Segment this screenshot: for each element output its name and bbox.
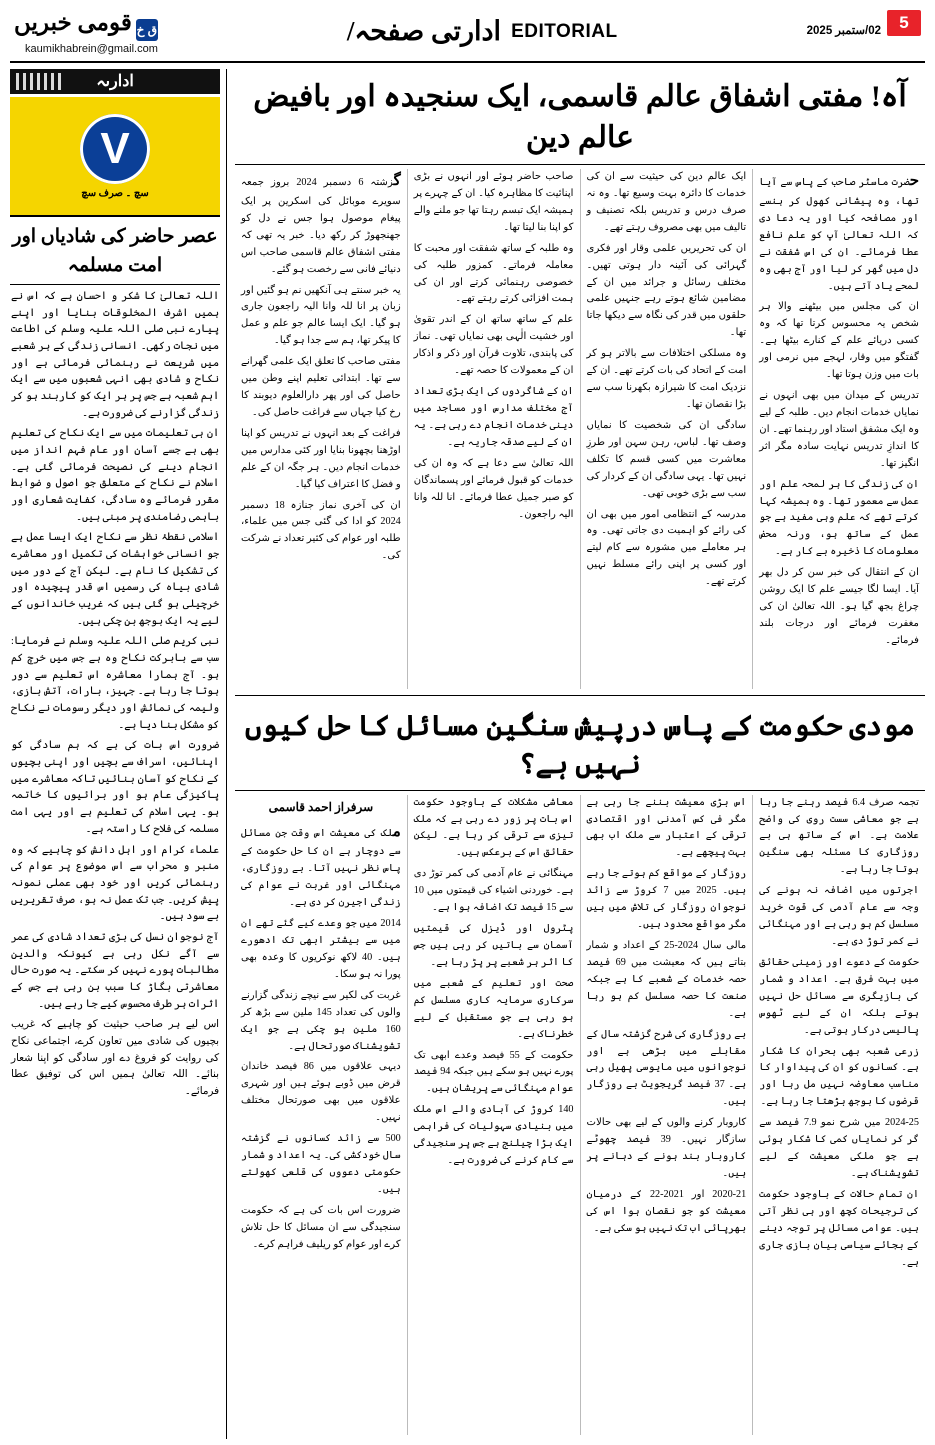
article-1-column-2 (580, 169, 753, 689)
paragraph: مدرسہ کے انتظامی امور میں بھی ان کی رائے کو اہمیت دی جاتی تھی۔ وہ ہر معاملے میں مشورہ سے کام لیتے اور کسی پر اپنی رائے مسلط نہیں کرتے تھے۔ (586, 508, 747, 588)
paragraph: کاروبار کرنے والوں کے لیے بھی حالات سازگار نہیں۔ 39 فیصد چھوٹے کاروبار بند ہونے کے دہانے پر ہیں۔ (586, 1117, 747, 1179)
paragraph: صحت اور تعلیم کے شعبے میں سرکاری سرمایہ کاری مسلسل کم ہو رہی ہے جو مستقبل کے لیے خطرناک ہے۔ (413, 977, 574, 1040)
editorial-title: عصر حاضر کی شادیاں اور امت مسلمہ (10, 217, 220, 285)
article-2-byline: سرفراز احمد قاسمی (268, 799, 374, 814)
paragraph: ملک کی معیشت اس وقت جن مسائل سے دوچار ہے ان کا حل حکومت کے پاس نظر نہیں آتا۔ بے روزگاری، مہنگائی اور غربت نے عوام کی زندگی اجیرن کر دی ہے۔ (241, 823, 401, 909)
paragraph: اللہ تعالیٰ سے دعا ہے کہ وہ ان کی خدمات کو قبول فرمائے اور پسماندگان کو صبر جمیل عطا فرمائے۔ انا للہ وانا الیہ راجعون۔ (413, 457, 574, 520)
paragraph: 500 سے زائد کسانوں نے گزشتہ سال خودکشی کی۔ یہ اعداد و شمار حکومتی دعووں کی قلعی کھولتے ہیں۔ (241, 1133, 401, 1195)
paragraph: اللہ تعالیٰ کا شکر و احسان ہے کہ اس نے ہمیں اشرف المخلوقات بنایا اور اپنے پیارے نبی صلی اللہ علیہ وسلم کی اطاعت میں نجات رکھی۔ انسانی زندگی کے ہر شعبے میں شریعت نے رہنمائی فرمائی ہے اور نکاح و شادی بھی انہی شعبوں میں سے ایک اہم شعبہ ہے جس پر ہر ایک کو کاربند ہو کر زندگی گزارنے کی ضرورت ہے۔ (11, 291, 219, 419)
article-1-columns (235, 165, 925, 689)
paragraph: اسلامی نقطۂ نظر سے نکاح ایک ایسا عمل ہے جو انسانی خواہشات کی تکمیل اور معاشرے کی تشکیل کا نام ہے۔ لیکن آج کے دور میں شادی بیاہ کی رسمیں اس قدر پیچیدہ اور خرچیلی ہو گئی ہیں کہ غریب خاندانوں کے لیے یہ ایک بوجھ بن چکی ہیں۔ (11, 532, 219, 627)
paragraph: ضرورت اس بات کی ہے کہ ہم سادگی کو اپنائیں، اسراف سے بچیں اور اپنی بچیوں کے نکاح کو آسان بنائیں تاکہ معاشرے میں پاکیزگی عام ہو اور برائیوں کا خاتمہ ہو۔ یہی اسلام کی تعلیم ہے اور یہی امت مسلمہ کی فلاح کا راستہ ہے۔ (11, 740, 219, 835)
paragraph: وہ طلبہ کے ساتھ شفقت اور محبت کا معاملہ فرماتے۔ کمزور طلبہ کی خصوصی رہنمائی کرتے اور ان کی ہمت افزائی کرتے رہتے تھے۔ (413, 242, 574, 305)
paragraph: 2020-21 اور 2021-22 کے درمیان معیشت کو جو نقصان ہوا اس کی بھرپائی اب تک نہیں ہو سکی ہے۔ (586, 1188, 747, 1234)
paragraph: ان ہی تعلیمات میں سے ایک نکاح کی تعلیم بھی ہے جسے آسان اور عام فہم انداز میں انجام دینے کی نصیحت فرمائی گئی ہے۔ اسلام نے نکاح کے متعلق جو اصول و ضوابط مقرر فرمائے وہ سادگی، کفایت شعاری اور باہمی رضامندی پر مبنی ہیں۔ (11, 428, 219, 523)
paragraph: حکومت کے دعوے اور زمینی حقائق میں بہت فرق ہے۔ اعداد و شمار کی بازیگری سے مسائل حل نہیں ہوتے بلکہ ان کے لیے ٹھوس پالیسی درکار ہوتی ہے۔ (759, 956, 919, 1036)
paragraph: ان کی زندگی کا ہر لمحہ علم اور عمل سے معمور تھا۔ وہ ہمیشہ کہا کرتے تھے کہ علم وہی مفید ہے جو عمل کے ساتھ ہو، ورنہ محض معلومات کا ذخیرہ بے کار ہے۔ (759, 478, 919, 558)
editorial-rail (10, 69, 227, 1439)
paragraph: گزشتہ 6 دسمبر 2024 بروز جمعہ سویرے موبائل کی اسکرین پر ایک پیغام موصول ہوا جس نے دل کو جھنجھوڑ کر رکھ دیا۔ خبر یہ تھی کہ مفتی اشفاق عالم قاسمی صاحب اس دنیائے فانی سے رخصت ہو گئے۔ (241, 173, 401, 275)
article-2-column-3 (407, 795, 580, 1435)
editorial-body (10, 285, 220, 1439)
paragraph: ان کے انتقال کی خبر سن کر دل بھر آیا۔ ایسا لگا جیسے علم کا ایک روشن چراغ بجھ گیا ہو۔ اللہ تعالیٰ ان کی مغفرت فرمائے اور درجات بلند فرمائے۔ (759, 567, 919, 646)
paragraph: نبی کریم صلی اللہ علیہ وسلم نے فرمایا: سب سے بابرکت نکاح وہ ہے جس میں خرچ کم ہو۔ آج ہمارا معاشرہ اس تعلیم سے دور ہوتا جا رہا ہے۔ جہیز، بارات، آتش بازی، ولیمہ کی نمائش اور دیگر رسومات نے نکاح کو مشکل بنا دیا ہے۔ (11, 636, 219, 731)
logo-letter: V (100, 123, 130, 173)
paragraph: علم کے ساتھ ساتھ ان کے اندر تقویٰ اور خشیت الٰہی بھی نمایاں تھی۔ نماز کی پابندی، تلاوت قرآن اور ذکر و اذکار ان کے معمولات کا حصہ تھے۔ (413, 314, 574, 377)
logo-tagline: سچ ۔ صرف سچ (81, 187, 149, 199)
paragraph: وہ مسلکی اختلافات سے بالاتر ہو کر امت کے اتحاد کی بات کرتے تھے۔ ان کے نزدیک امت کا شیرازہ بکھرنا سب سے بڑا نقصان تھا۔ (586, 348, 747, 410)
paragraph: صاحب حاضر ہوئے اور انہوں نے بڑی اپنائیت کا مظاہرہ کیا۔ ان کے چہرے پر ہمیشہ ایک تبسم رہتا تھا جو ملنے والے کو اپنا بنا لیتا تھا۔ (413, 171, 574, 233)
paragraph: 2024-25 میں شرح نمو 7.9 فیصد سے گر کر نمایاں کمی کا شکار ہوئی ہے جو ملکی معیشت کے لیے تشویشناک ہے۔ (759, 1117, 919, 1179)
articles-zone (235, 69, 925, 1439)
paragraph: معاشی مشکلات کے باوجود حکومت اس بات پر زور دے رہی ہے کہ ملک تیزی سے ترقی کر رہا ہے۔ لیکن حقائق اس کے برعکس ہیں۔ (413, 796, 574, 859)
newspaper-title-text: قومی خبریں (14, 10, 132, 35)
page-number-badge: 5 (887, 10, 921, 36)
newspaper-title (14, 10, 158, 41)
paragraph: 2014 میں جو وعدے کیے گئے تھے ان میں سے بیشتر ابھی تک ادھورے ہیں۔ 40 لاکھ نوکریوں کا وعدہ بھی پورا نہ ہو سکا۔ (241, 918, 401, 980)
paragraph: روزگار کے مواقع کم ہوتے جا رہے ہیں۔ 2025 میں 7 کروڑ سے زائد نوجوان روزگار کی تلاش میں ہیں مگر مواقع محدود ہیں۔ (586, 868, 747, 931)
newspaper-logo-icon: ق خ (136, 19, 158, 41)
article-obituary (235, 69, 925, 696)
logo-circle-icon (80, 114, 150, 184)
editorial-banner (10, 69, 220, 94)
paragraph: غربت کی لکیر سے نیچے زندگی گزارنے والوں کی تعداد 145 ملین سے بڑھ کر 160 ملین ہو چکی ہے جو ایک تشویشناک صورتحال ہے۔ (241, 989, 401, 1052)
paragraph: اس بڑی معیشت بننے جا رہی ہے مگر فی کس آمدنی اور اقتصادی ترقی کے اعتبار سے ملک اب بھی بہت پیچھے ہے۔ (586, 796, 747, 859)
paragraph: علماء کرام اور اہل دانش کو چاہیے کہ وہ منبر و محراب سے اس موضوع پر عوام کی رہنمائی کریں اور خود بھی عملی نمونہ پیش کریں۔ جب تک عمل نہ ہو، صرف تقریریں بے سود ہیں۔ (11, 844, 219, 923)
paragraph: سادگی ان کی شخصیت کا نمایاں وصف تھا۔ لباس، رہن سہن اور طرزِ معاشرت میں کسی قسم کا تکلف نہیں تھا۔ یہی سادگی ان کے کردار کی سب سے بڑی خوبی تھی۔ (586, 419, 747, 499)
section-title-urdu: ادارتی صفحہ/ (346, 16, 502, 46)
publication-date: 02/ستمبر 2025 (806, 25, 881, 37)
paragraph: ان کی مجلس میں بیٹھنے والا ہر شخص یہ محسوس کرتا تھا کہ وہ کسی دریائے علم کے کنارے بیٹھا ہے۔ گفتگو میں وقار، لہجے میں نرمی اور بات میں وزن ہوتا تھا۔ (759, 301, 919, 381)
article-2-column-1 (752, 795, 925, 1435)
section-title-english: EDITORIAL (511, 20, 618, 42)
paragraph: ایک عالم دین کی حیثیت سے ان کی خدمات کا دائرہ بہت وسیع تھا۔ وہ نہ صرف درس و تدریس بلکہ تصنیف و تالیف میں بھی مصروف رہتے تھے۔ (586, 171, 747, 233)
page-body (10, 69, 925, 1439)
paragraph: آج نوجوان نسل کی بڑی تعداد شادی کی عمر سے آگے نکل رہی ہے کیونکہ والدین مطالبات پورے نہیں کر سکتے۔ یہ صورت حال معاشرتی بگاڑ کا سبب بن رہی ہے جس کے اثرات ہر طرف محسوس کیے جا رہے ہیں۔ (11, 931, 219, 1010)
article-2-columns (235, 791, 925, 1435)
banner-stripes-icon (16, 73, 62, 90)
paragraph: مالی سال 2024-25 کے اعداد و شمار بتاتے ہیں کہ معیشت میں 69 فیصد حصہ خدمات کے شعبے کا ہے جبکہ صنعت کا حصہ مسلسل کم ہو رہا ہے۔ (586, 939, 747, 1019)
paragraph: حضرت ماسٹر صاحب کے پاس سے آیا تھا، وہ پیشانی کھول کر ہنسے اور مصافحہ کیا اور یہ دعا دی کہ اللہ تعالیٰ آپ کو علم نافع عطا فرمائے۔ ان کی اس شفقت نے دل میں گھر کر لیا اور آج بھی وہ لمحے یاد آتے ہیں۔ (759, 173, 919, 292)
paragraph: ان تمام حالات کے باوجود حکومت کی ترجیحات کچھ اور ہی نظر آتی ہیں۔ عوامی مسائل پر توجہ دینے کے بجائے سیاسی بیان بازی جاری ہے۔ (759, 1188, 919, 1268)
paragraph: حکومت کے 55 فیصد وعدے ابھی تک پورے نہیں ہو سکے ہیں جبکہ 94 فیصد عوام مہنگائی سے پریشان ہیں۔ (413, 1049, 574, 1095)
paragraph: ضرورت اس بات کی ہے کہ حکومت سنجیدگی سے ان مسائل کا حل تلاش کرے اور عوام کو ریلیف فراہم کرے۔ (241, 1204, 401, 1250)
article-1-column-1 (752, 169, 925, 689)
article-2-headline: مودی حکومت کے پاس درپیش سنگین مسائل کا حل کیوں نہیں ہے؟ (235, 700, 925, 791)
paragraph: تدریس کے میدان میں بھی انہوں نے نمایاں خدمات انجام دیں۔ طلبہ کے لیے وہ ایک مشفق استاد اور رہنما تھے۔ ان کا اندازِ تدریس نہایت سادہ مگر اثر انگیز تھا۔ (759, 390, 919, 469)
article-2-column-2 (580, 795, 753, 1435)
section-title (158, 16, 807, 47)
paragraph: فراغت کے بعد انہوں نے تدریس کو اپنا اوڑھنا بچھونا بنایا اور کئی مدارس میں خدمات انجام دیں۔ ہر جگہ ان کے علم و فضل کا اعتراف کیا گیا۔ (241, 427, 401, 490)
paragraph: ان کی تحریریں علمی وقار اور فکری گہرائی کی آئینہ دار ہوتی تھیں۔ مختلف رسائل و جرائد میں ان کے مضامین شائع ہوتے رہے جنہیں علمی حلقوں میں قدر کی نگاہ سے دیکھا جاتا تھا۔ (586, 242, 747, 339)
editorial-banner-label: ادارىہ (96, 73, 134, 90)
paragraph: زرعی شعبہ بھی بحران کا شکار ہے۔ کسانوں کو ان کی پیداوار کا مناسب معاوضہ نہیں مل رہا اور قرضوں کا بوجھ بڑھتا جا رہا ہے۔ (759, 1045, 919, 1108)
masthead (10, 8, 925, 63)
paragraph: اس لیے ہر صاحب حیثیت کو چاہیے کہ غریب بچیوں کی شادی میں تعاون کرے، اجتماعی نکاح کی روایت کو فروغ دے اور سادگی کو اپنا شعار بنائے۔ اللہ تعالیٰ ہمیں اس کی توفیق عطا فرمائے۔ (11, 1019, 219, 1097)
paragraph: مفتی صاحب کا تعلق ایک علمی گھرانے سے تھا۔ ابتدائی تعلیم اپنے وطن میں حاصل کی اور پھر دارالعلوم دیوبند کا رخ کیا جہاں سے فراغت حاصل کی۔ (241, 356, 401, 418)
paragraph: دیہی علاقوں میں 86 فیصد خاندان قرض میں ڈوبے ہوئے ہیں اور شہری علاقوں میں بھی صورتحال مختلف نہیں۔ (241, 1061, 401, 1124)
article-1-column-3 (407, 169, 580, 689)
masthead-right (14, 10, 158, 55)
paragraph: ان کی آخری نماز جنازہ 18 دسمبر 2024 کو ادا کی گئی جس میں علماء، طلبہ اور عوام کی کثیر تعداد نے شرکت کی۔ (241, 499, 401, 562)
paragraph: یہ خبر سنتے ہی آنکھیں نم ہو گئیں اور زبان پر انا للہ وانا الیہ راجعون جاری ہو گیا۔ ایک ایسا عالم جو علم و عمل کا پیکر تھا، ہم سے جدا ہو گیا۔ (241, 284, 401, 347)
paragraph: مہنگائی نے عام آدمی کی کمر توڑ دی ہے۔ خوردنی اشیاء کی قیمتوں میں 10 سے 15 فیصد تک اضافہ ہوا ہے۔ (413, 868, 574, 914)
article-1-headline: آہ! مفتی اشفاق عالم قاسمی، ایک سنجیدہ اور بافیض عالم دین (235, 69, 925, 165)
contact-email: kaumikhabrein@gmail.com (25, 43, 158, 55)
article-1-column-4 (235, 169, 407, 689)
article-economy (235, 700, 925, 1441)
paragraph: پٹرول اور ڈیزل کی قیمتیں آسمان سے باتیں کر رہی ہیں جس کا اثر ہر شعبے پر پڑ رہا ہے۔ (413, 923, 574, 968)
paragraph: تجمہ صرف 6.4 فیصد رہنے جا رہا ہے جو معاشی سست روی کی واضح علامت ہے۔ اس کے ساتھ ہی بے روزگاری کا مسئلہ بھی سنگین ہوتا جا رہا ہے۔ (759, 796, 919, 876)
publication-logo (10, 97, 220, 217)
masthead-left (807, 10, 921, 37)
paragraph: بے روزگاری کی شرح گزشتہ سال کے مقابلے میں بڑھی ہے اور نوجوانوں میں مایوسی پھیل رہی ہے۔ 37 فیصد گریجویٹ بے روزگار ہیں۔ (586, 1028, 747, 1108)
paragraph: اجرتوں میں اضافہ نہ ہونے کی وجہ سے عام آدمی کی قوت خرید مسلسل کم ہو رہی ہے اور مہنگائی نے کمر توڑ دی ہے۔ (759, 885, 919, 947)
paragraph: 140 کروڑ کی آبادی والے اس ملک میں بنیادی سہولیات کی فراہمی ایک بڑا چیلنج ہے جس پر سنجیدگی سے کام کرنے کی ضرورت ہے۔ (413, 1104, 574, 1167)
paragraph: ان کے شاگردوں کی ایک بڑی تعداد آج مختلف مدارس اور مساجد میں دینی خدمات انجام دے رہی ہے۔ یہ ان کے لیے صدقہ جاریہ ہے۔ (413, 386, 574, 448)
article-2-column-4 (235, 795, 407, 1435)
